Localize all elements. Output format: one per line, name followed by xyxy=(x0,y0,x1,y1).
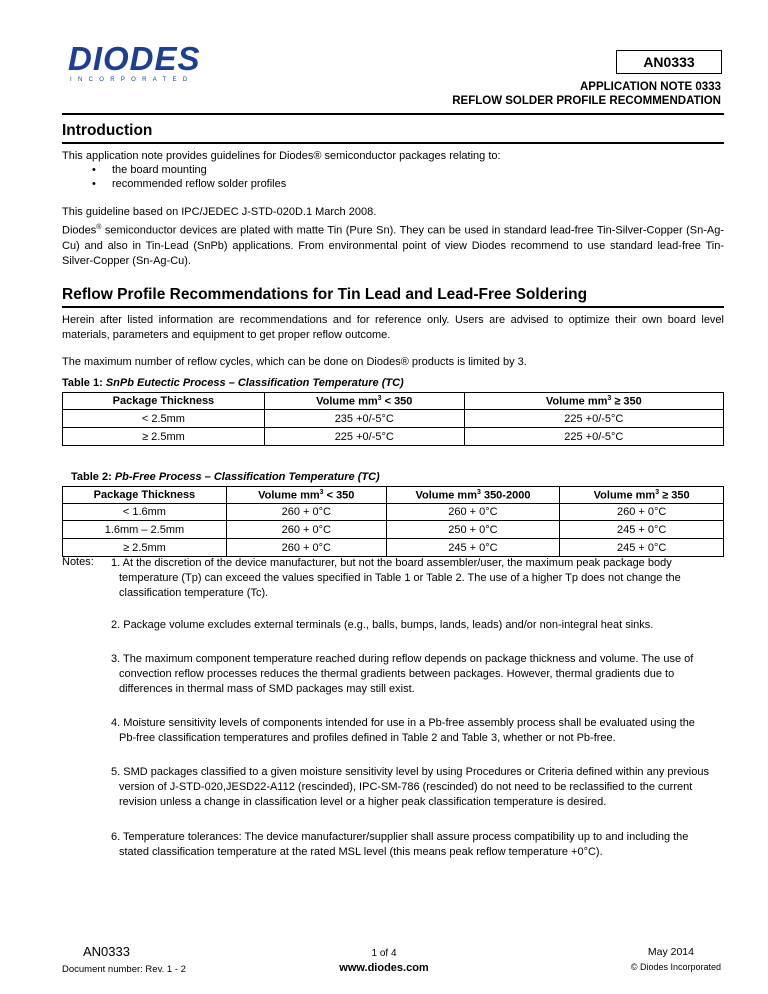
table-row xyxy=(63,539,724,557)
note-6: 6. Temperature tolerances: The device manufacturer/supplier shall assure process compatibility up to and including the stated classification temperature at the rated MSL level (this means peak reflow temperature +0°C). xyxy=(111,831,689,858)
table-cell: 1.6mm – 2.5mm xyxy=(63,521,227,539)
table-cell: < 1.6mm xyxy=(63,504,227,521)
logo-text: DIODES xyxy=(68,40,201,77)
intro-rule xyxy=(62,142,724,144)
table1-header-cell: Volume $mm^3 < 350$ xyxy=(264,393,464,410)
table-row xyxy=(63,504,724,521)
logo-subtext: INCORPORATED xyxy=(70,77,194,83)
note-1: 1. At the discretion of the device manufacturer, but not the board assembler/user, the maximum peak package body temperature (Tp) can exceed the values specified in Table 1 or Table 2. The use of a higher Tp does not change the classification temperature (Tc). xyxy=(111,557,681,599)
reflow-heading: Reflow Profile Recommendations for Tin Lead and Lead-Free Soldering xyxy=(62,286,588,303)
header-title-line1: APPLICATION NOTE 0333 xyxy=(579,81,721,93)
table-row xyxy=(63,410,724,428)
note-4: 4. Moisture sensitivity levels of components intended for use in a Pb-free assembly process shall be evaluated using the Pb-free classification temperatures and profiles defined in Table 2 and Table 3, whether or not Pb-free. xyxy=(111,717,695,744)
table-cell: 260 + 0°C xyxy=(560,504,724,521)
intro-bullet-1: • the board mounting xyxy=(92,164,207,176)
table2-header-row xyxy=(63,487,724,504)
table-cell: 245 + 0°C xyxy=(560,521,724,539)
footer-date: May 2014 xyxy=(647,946,694,958)
table1-caption: Table 1: SnPb Eutectic Process – Classification Temperature (TC) xyxy=(62,377,404,389)
table1-header-cell: Package Thickness xyxy=(63,393,265,410)
table-cell: 250 + 0°C xyxy=(386,521,560,539)
intro-heading: Introduction xyxy=(62,122,153,139)
header-title-line2: REFLOW SOLDER PROFILE RECOMMENDATION xyxy=(452,95,721,107)
table-cell: 260 + 0°C xyxy=(386,504,560,521)
table-cell: < 2.5mm xyxy=(63,410,265,428)
diodes-logo xyxy=(68,42,218,88)
table-cell: 260 + 0°C xyxy=(226,539,386,557)
table2 xyxy=(62,486,724,557)
table-cell: 225 +0/-5°C xyxy=(464,428,723,446)
table-cell: 260 + 0°C xyxy=(226,504,386,521)
header-title xyxy=(452,80,721,108)
table-cell: 260 + 0°C xyxy=(226,521,386,539)
intro-bullet-2: • recommended reflow solder profiles xyxy=(92,178,287,190)
table2-header-cell: Package Thickness xyxy=(63,487,227,504)
footer-copyright: © Diodes Incorporated xyxy=(630,962,721,972)
table-cell: 235 +0/-5°C xyxy=(264,410,464,428)
table-row xyxy=(63,428,724,446)
reflow-para1: Herein after listed information are recommendations and for reference only. Users are advised to optimize their own board level materials, parameters and equipment to get proper reflow outcome. xyxy=(62,314,724,341)
footer-doc-number: Document number: Rev. 1 - 2 xyxy=(62,964,186,975)
note-5: 5. SMD packages classified to a given moisture sensitivity level by using Procedures or Criteria defined within any previous version of J-STD-020,JESD22-A112 (rescinded), IPC-SM-786 (rescinded) do not need to be reclassified to the current revision unless a change in classification level or a higher peak classification temperature is desired. xyxy=(111,766,709,808)
table-cell: ≥ 2.5mm xyxy=(63,428,265,446)
table2-header-cell: Volume $mm^3$ 350-2000 xyxy=(386,487,560,504)
reflow-para2: The maximum number of reflow cycles, which can be done on Diodes® products is limited by 3. xyxy=(62,356,527,368)
table2-header-cell: Volume $mm^3 < 350$ xyxy=(226,487,386,504)
table2-caption: Table 2: Pb-Free Process – Classification Temperature (TC) xyxy=(71,471,380,483)
table1 xyxy=(62,392,724,446)
reflow-rule xyxy=(62,306,724,308)
table1-header-cell: Volume $mm^3 \ge 350$ xyxy=(464,393,723,410)
header-rule xyxy=(62,113,724,115)
note-3: 3. The maximum component temperature reached during reflow depends on package thickness and volume. The use of convection reflow processes reduces the thermal gradients between packages. However, thermal gradients due to differences in thermal mass of SMD packages may still exist. xyxy=(111,653,694,695)
intro-para1: This application note provides guidelines for Diodes® semiconductor packages relating to: xyxy=(62,150,501,162)
table-cell: ≥ 2.5mm xyxy=(63,539,227,557)
footer-doc-id: AN0333 xyxy=(83,944,130,959)
table-row xyxy=(63,521,724,539)
footer-url: www.diodes.com xyxy=(339,962,429,974)
note-2: 2. Package volume excludes external terminals (e.g., balls, bumps, lands, leads) and/or non-integral heat sinks. xyxy=(111,619,654,631)
table1-header-row xyxy=(63,393,724,410)
doc-id-box: AN0333 xyxy=(616,50,722,74)
table-cell: 225 +0/-5°C xyxy=(264,428,464,446)
notes-label: Notes: xyxy=(62,556,94,568)
table-cell: 245 + 0°C xyxy=(386,539,560,557)
table2-header-cell: Volume $mm^3 \ge 350$ xyxy=(560,487,724,504)
table-cell: 225 +0/-5°C xyxy=(464,410,723,428)
table-cell: 245 + 0°C xyxy=(560,539,724,557)
footer-page: 1 of 4 xyxy=(371,948,397,959)
intro-para2: This guideline based on IPC/JEDEC J-STD-020D.1 March 2008. xyxy=(62,206,377,218)
intro-para3: Diodes® semiconductor devices are plated with matte Tin (Pure Sn). They can be used in standard lead-free Tin-Silver-Copper (Sn-Ag-Cu) and also in Tin-Lead (SnPb) applications. From environmental point of view Diodes recommend to use standard lead-free Tin-Silver-Copper (Sn-Ag-Cu). xyxy=(62,224,724,267)
